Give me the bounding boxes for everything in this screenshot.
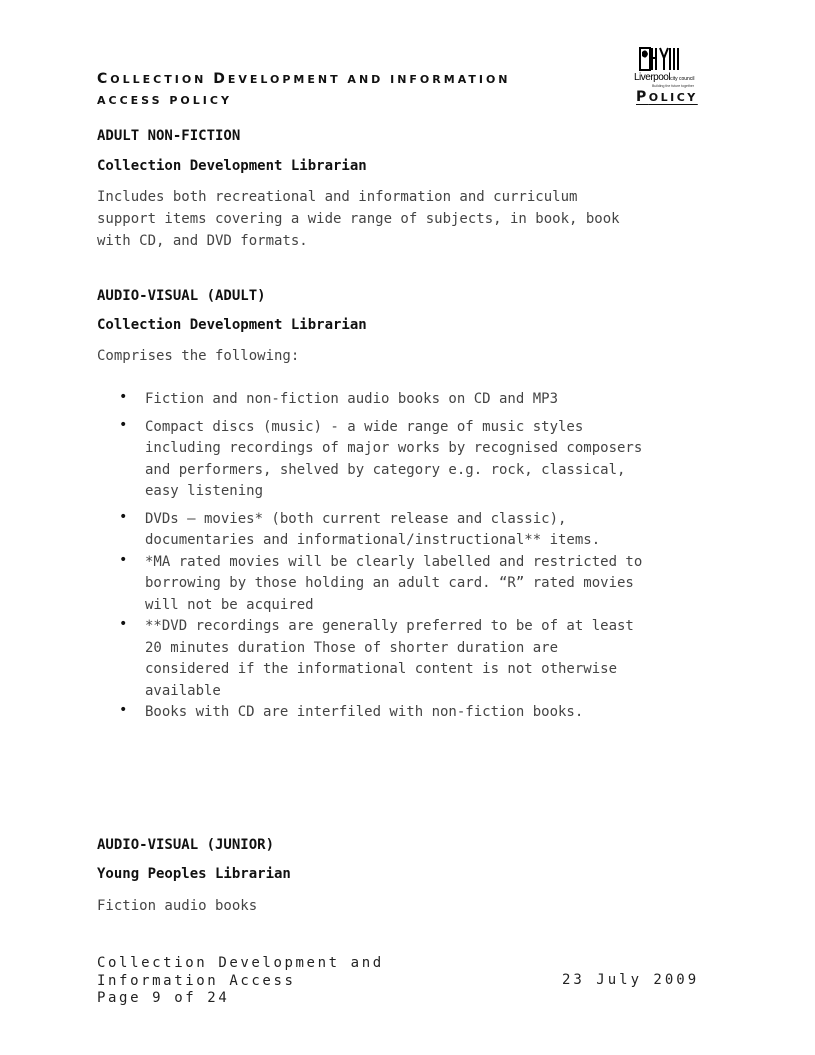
- section-heading-audio-visual-adult: AUDIO-VISUAL (ADULT): [97, 288, 266, 304]
- section-heading-audio-visual-junior: AUDIO-VISUAL (JUNIOR): [97, 837, 275, 853]
- title-line-2: ACCESS POLICY: [97, 94, 232, 107]
- list-item: • *MA rated movies will be clearly labelled and restricted to borrowing by those holding an adult card. “R” rated movies will not be acquired: [119, 551, 643, 613]
- list-item: • Compact discs (music) - a wide range of music styles including recordings of major works by recognised composers and performers, shelved by category e.g. rock, classical, easy listening: [119, 416, 643, 499]
- section-intro-audio-visual-adult: Comprises the following:: [97, 348, 300, 364]
- body-line: support items covering a wide range of subjects, in book, book: [97, 211, 620, 227]
- footer-line: Collection Development and: [97, 955, 384, 971]
- logo-wordmark: Liverpoolcity council: [634, 72, 695, 83]
- list-item: • **DVD recordings are generally preferred to be of at least 20 minutes duration Those of shorter duration are considered if the informational content is not otherwise available: [119, 616, 634, 699]
- bullet-icon: •: [119, 551, 128, 568]
- section-responsible-adult-non-fiction: Collection Development Librarian: [97, 158, 367, 174]
- document-title: [97, 69, 511, 111]
- council-logo-icon: [638, 46, 680, 72]
- bullet-icon: •: [119, 616, 128, 632]
- list-item: • DVDs – movies* (both current release and classic), documentaries and informational/instructional** items.: [119, 508, 601, 548]
- list-item: • Fiction and non-fiction audio books on CD and MP3: [119, 389, 559, 407]
- body-line: with CD, and DVD formats.: [97, 233, 308, 249]
- bullet-icon: •: [119, 389, 128, 405]
- section-body-audio-visual-junior: [97, 895, 257, 917]
- logo-tagline: Building the future together: [652, 84, 695, 88]
- bullet-icon: •: [119, 416, 128, 433]
- section-heading-adult-non-fiction: ADULT NON-FICTION: [97, 128, 241, 144]
- list-item: • Books with CD are interfiled with non-fiction books.: [119, 702, 584, 720]
- audio-visual-list: [97, 389, 642, 724]
- footer-date: 23 July 2009: [562, 972, 700, 988]
- section-body-adult-non-fiction: [97, 186, 620, 252]
- title-line-1: COLLECTION DEVELOPMENT AND INFORMATION: [97, 71, 511, 87]
- footer-line: Information Access: [97, 972, 296, 989]
- policy-label: POLICY: [636, 89, 698, 105]
- section-responsible-audio-visual-adult: Collection Development Librarian: [97, 317, 367, 333]
- body-line: Fiction audio books: [97, 898, 258, 914]
- bullet-icon: •: [119, 702, 128, 718]
- bullet-icon: •: [119, 508, 128, 525]
- body-line: Includes both recreational and information and curriculum: [97, 189, 578, 205]
- footer-page-number: Page 9 of 24: [97, 990, 230, 1006]
- section-responsible-audio-visual-junior: Young Peoples Librarian: [97, 866, 291, 882]
- liverpool-city-council-logo: [634, 46, 710, 92]
- footer-document-info: [97, 955, 384, 1008]
